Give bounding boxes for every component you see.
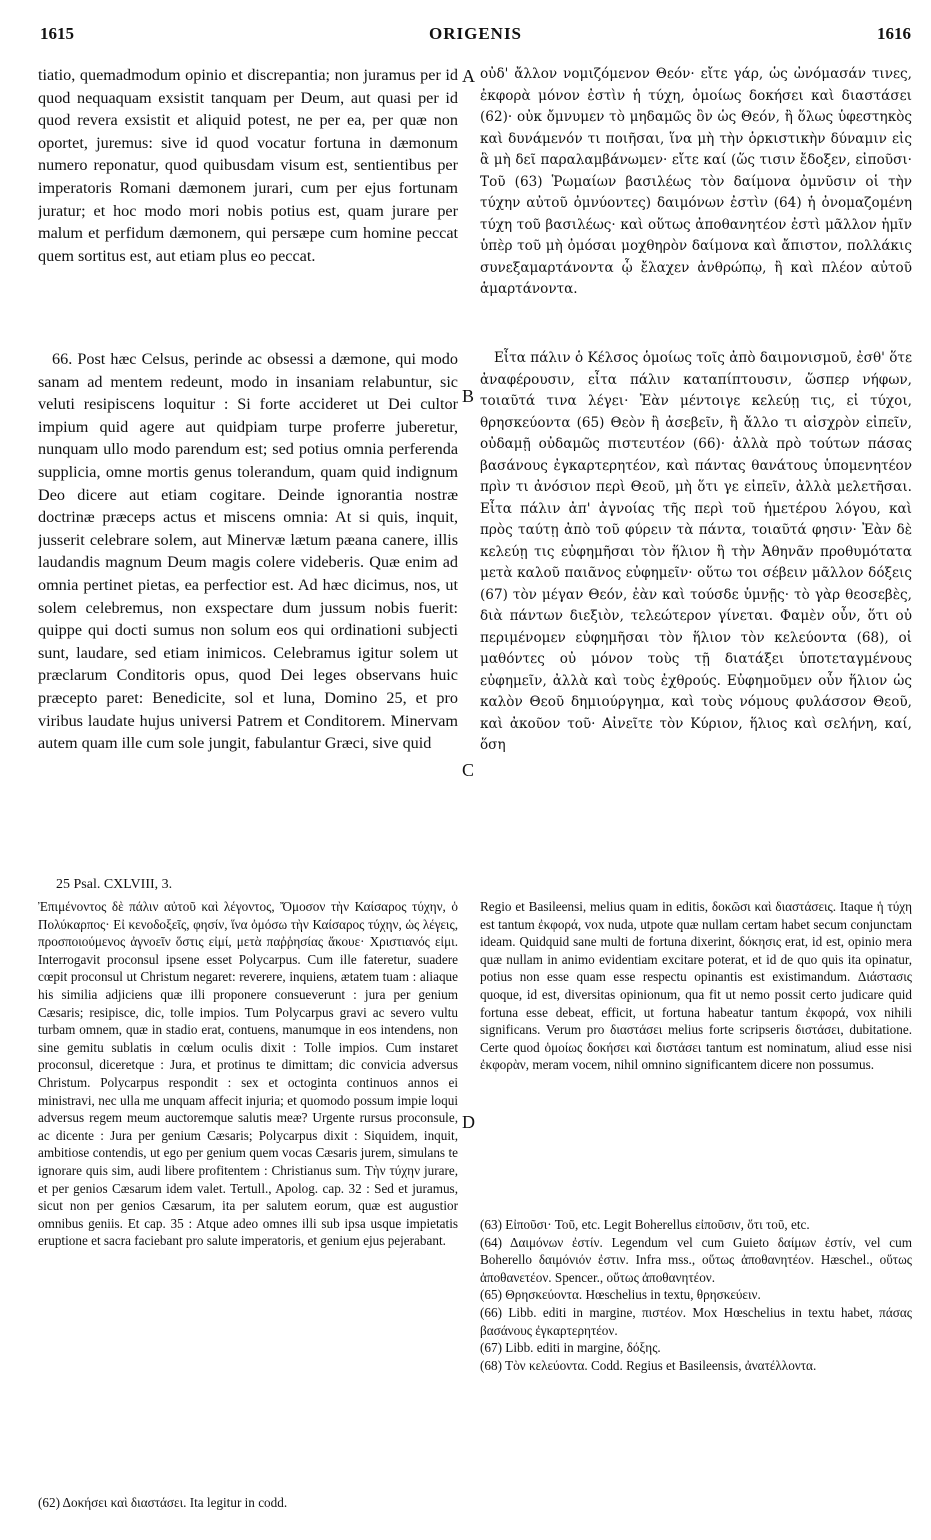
note-67: (67) Libb. editi in margine, δόξης. (480, 1340, 661, 1356)
note-68: (68) Τὸν κελεύοντα. Codd. Regius et Basileensis, ἀνατέλλοντα. (480, 1357, 817, 1373)
left-latin-paragraph-1 (38, 64, 458, 336)
left-commentary-note (38, 898, 458, 1490)
note-65: (65) Θρησκεύοντα. Hœschelius in textu, θρησκεύειν. (480, 1287, 761, 1303)
commentary-text: Ἐπιμένοντος δὲ πάλιν αὐτοῦ καὶ λέγοντος, Ὄμοσον τὴν Καίσαρος τύχην, ὁ Πολύκαρπος· Εἰ κενοδοξεῖς, φησίν, ἵνα ὀμόσω τὴν Καίσαρος τύχην, ὡς λέγεις, προσποιούμενος ἀγνοεῖν ὅστις εἰμί, μετὰ παῤῥησίας ἄκουε· Χριστιανός εἰμι. Interrogavit proconsul ipsene esset Polycarpus. Cum ille fateretur, suadere cœpit proconsul ut Christum negaret: reverere, inquiens, ætatem tuam : aliaque his similia adjiciens quæ illi proponere consueverunt : jura per genium Cæsaris; resipisce, dic, tolle impios. Tum Polycarpus gravi ac severo vultu turbam omnem, quæ in stadio erat, contuens, manumque in eos intendens, non sine gemitu sublatis in cœlum oculis dixit : Tolle impios. Cum instaret proconsul, diceretque : Jura, et protinus te dimittam; dic convicia adversus Christum. Polycarpus respondit : sex et octoginta continuos annos ei ministravi, nec ulla me unquam affecit injuria; et quomodo possum impie loqui adversus regem meum auctoremque salutis meæ? Urgente rursus proconsule, ac dicente : Jura per genium Cæsaris; Polycarpus dixit : Siquidem, inquit, ambitiose contendis, ut ego per genium quem vocas Cæsaris jurem, simulans te ignorare quis sim, audi libere profitentem : Christianus sum. Τὴν τύχην jurare, et per genios Cæsarum idem valet. Tertull., Apolog. cap. 32 : Sed et juramus, sicut non per genios Cæsarum, ita per salutem eorum, quæ est augustior omnibus geniis. Et cap. 35 : Atque adeo omnes illi sub ipsa usque impietatis eruptione et sacra faciebant pro salute imperatoris, et genium ejus pejerabant. (38, 899, 458, 1249)
running-title: ORIGENIS (428, 24, 523, 43)
note-62-continued: Regio et Basileensi, melius quam in editis, δοκῶσι καὶ διαστάσεις. Itaque ἡ τύχη est tantum ἐκφορά, vox nuda, utpote quæ nullam certam habet secum conjunctam ideam. Quidquid sane multi de fortuna dixerint, δόκησις erat, id est, opinio mera quæ nullam in animo evidentiam excitare poterat, et id de quo quis ita opinatur, potius non esse quam esse respectu opinantis est existimandum. Διάστασις quoque, id est, diversitas opinionum, qua fit ut nemo possit certo judicare quid fortuna esse debeat, efficit, ut fortuna habeatur tantum ἐκφορά, vox nihili significans. Verum pro διαστάσει melius forte scripseris διστάσει, dubitatione. Certe quod ὁμοίως δοκήσει καὶ διστάσει tantum est nominatum, aliud esse nisi ἐκφορὰν, meram vocem, nihil omnino significantem dicere non possumus. (480, 899, 912, 1073)
margin-letter-c: C (462, 760, 475, 780)
note-62 (38, 1494, 458, 1516)
right-greek-paragraph-2 (480, 348, 912, 878)
right-commentary-note (480, 898, 912, 1214)
latin-text-2: 66. Post hæc Celsus, perinde ac obsessi a dæmone, qui modo sanam ad mentem redeunt, modo in insaniam relabuntur, sic veluti resipiscens loquitur : Si forte accideret ut Dei cultor impium quid agere aut quidpiam turpe proferre juberetur, nunquam ullo modo parendum est; sed potius omnia perferenda supplicia, omne mortis genus tolerandum, quam quid indignum Deo dicere aut etiam cogitare. Deinde ignorantia nostræ doctrinæ præceps actus et miscens omnia: At si quis, inquit, jusserit celebrare solem, aut Minervæ lætum pæana canere, illis laudandis magnum Deum magis colere videberis. Quæ enim ad omnia pertinet pietas, ea perfectior est. Ad hæc dicimus, nos, ut solem celebremus, non exspectare dum jussum nobis fuerit: quippe qui docti sumus non solum eos qui ordinationi subjecti sunt, laudare, sed etiam inimicos. Celebramus igitur solem ut præclarum Conditoris opus, quod Dei leges observans huic præcepto paret: Benedicite, sol et luna, Domino 25, et pro viribus laudate hujus universi Patrem et Conditorem. Minervam autem quam ille cum sole jungit, fabulantur Græci, sive quid (38, 350, 458, 753)
note-66: (66) Libb. editi in margine, πιστέον. Mox Hœschelius in textu habet, πάσας βασάνους ἐγκαρτερητέον. (480, 1304, 912, 1338)
left-latin-paragraph-2 (38, 348, 458, 876)
greek-text-1: οὐδ' ἄλλον νομιζόμενον Θεόν· εἴτε γάρ, ὡς ὠνόμασάν τινες, ἐκφορὰ μόνον ἐστὶν ἡ τύχη, ὁμοίως δοκήσει καὶ διαστάσει (62)· οὐκ ὄμνυμεν τὸ μηδαμῶς ὂν ὡς Θεόν, ἢ ὅλως ὑφεστηκὸς καὶ δυνάμενόν τι ποιῆσαι, ἵνα μὴ τὴν ὁρκιστικὴν δύναμιν εἰς ἃ μὴ δεῖ παραλαμβάνωμεν· εἴτε καί (ὥς τισιν ἔδοξεν, εἰποῦσι· Τοῦ (63) Ῥωμαίων βασιλέως τὸν δαίμονα ὀμνῦσιν οἱ τὴν τύχην αὐτοῦ ὀμνύοντες) δαιμόνων ἐστὶν (64) ἡ ὀνομαζομένη τύχη τοῦ βασιλέως· καὶ οὕτως ἀποθανητέον ἐστὶ μᾶλλον ἡμῖν ὑπὲρ τοῦ μὴ ὀμόσαι μοχθηρὸν δαίμονα καὶ ἄπιστον, πολλάκις συνεξαμαρτάνοντα ᾧ ἔλαχεν ἀνθρώπῳ, ἢ καὶ πλέον αὐτοῦ ἁμαρτάνοντα. (480, 66, 912, 297)
note-62-text: (62) Δοκήσει καὶ διαστάσει. Ita legitur in codd. (38, 1495, 288, 1510)
page-number-right: 1616 (877, 24, 911, 43)
page-number-left: 1615 (40, 24, 74, 43)
page-header (40, 10, 911, 50)
footnote-25: 25 Psal. CXLVIII, 3. (56, 877, 173, 892)
right-greek-paragraph-1 (480, 64, 912, 344)
latin-text-1: tiatio, quemadmodum opinio et discrepantia; non juramus per id quod nequaquam exsistit tanquam per Deum, aut quasi per id quod revera exsistit et aliquid potest, ne per ea, per quæ non oportet, juremus: sive id quod vocatur fortuna in dæmonum numero reponatur, quod quibusdam visum est, sentientibus per imperatoris Romani dæmonem jurari, cum per ejus fortunam juratur; et hoc modo mori nobis potius est, quam jurare per malum et perfidum dæmonem, qui persæpe cum homine peccat quem sortitus est, aut etiam plus eo peccat. (38, 66, 458, 265)
margin-letter-d: D (462, 1112, 475, 1132)
note-63: (63) Εἰποῦσι· Τοῦ, etc. Legit Boherellus εἰποῦσιν, ὅτι τοῦ, etc. (480, 1217, 810, 1232)
right-notes-list (480, 1216, 912, 1526)
greek-text-2: Εἶτα πάλιν ὁ Κέλσος ὁμοίως τοῖς ἀπὸ δαιμονισμοῦ, ἐσθ' ὅτε ἀναφέρουσιν, εἶτα πάλιν καταπίπτουσιν, ὥσπερ νήφων, τοιαῦτά τινα λέγει· Ἐὰν μέντοιγε κελεύῃ τις, εἰ τύχοι, θρησκεύοντα (65) Θεὸν ἢ ἀσεβεῖν, ἢ ἄλλο τι αἰσχρὸν εἰπεῖν, οὐδαμῇ οὐδαμῶς πιστευτέον (66)· ἀλλὰ πρὸ τούτων πάσας βασάνους ἐγκαρτερητέον, καὶ πάντας θανάτους ὑπομενητέον πρὶν τι ἀνόσιον περὶ Θεοῦ, μὴ ὅτι γε εἰπεῖν, ἀλλὰ μελετῆσαι. Εἶτα πάλιν ἀπ' ἀγνοίας τῆς περὶ τοῦ ἡμετέρου λόγου, καὶ πρὸς ταύτῃ ἀπὸ τοῦ φύρειν τὰ πάντα, τοιαῦτά φησιν· Ἐὰν δὲ κελεύῃ τις εὐφημῆσαι τὸν ἥλιον ἢ τὴν Ἀθηνᾶν προθυμότατα μετὰ καλοῦ παιᾶνος εὐφημεῖν· οὕτω τοι σέβειν μᾶλλον δόξεις (67) τὸν μέγαν Θεόν, ἐὰν καὶ τούσδε ὑμνῇς· τὸ γὰρ θεοσεβὲς, διὰ πάντων διεξιὸν, τελεώτερον γίνεται. Φαμὲν οὖν, ὅτι οὐ περιμένομεν εὐφημῆσαι τὸν ἥλιον τὸν κελεύοντα (68), οἱ μαθόντες οὐ μόνον τοὺς τῇ διατάξει ὑποτεταγμένους εὐφημεῖν, ἀλλὰ καὶ τοὺς ἐχθρούς. Εὐφημοῦμεν οὖν ἥλιον ὡς καλὸν Θεοῦ δημιούργημα, καὶ τοὺς νόμους φυλάσσον Θεοῦ, καὶ ἀκοῦον τοῦ· Αἰνεῖτε τὸν Κύριον, ἥλιος καὶ σελήνη, καί, ὅση (480, 350, 912, 753)
margin-letter-b: B (462, 386, 475, 406)
note-64: (64) Δαιμόνων ἐστίν. Legendum vel cum Guieto δαίμων ἐστίν, vel cum Boherello δαιμόνιόν ἐστιν. Infra mss., οὕτως ἀποθανητέον. Hæschel., οὕτως ἀποθανετέον. Spencer., οὕτως ἀποθανητέον. (480, 1234, 912, 1285)
scripture-footnote (38, 876, 476, 896)
margin-letter-a: A (462, 66, 475, 86)
